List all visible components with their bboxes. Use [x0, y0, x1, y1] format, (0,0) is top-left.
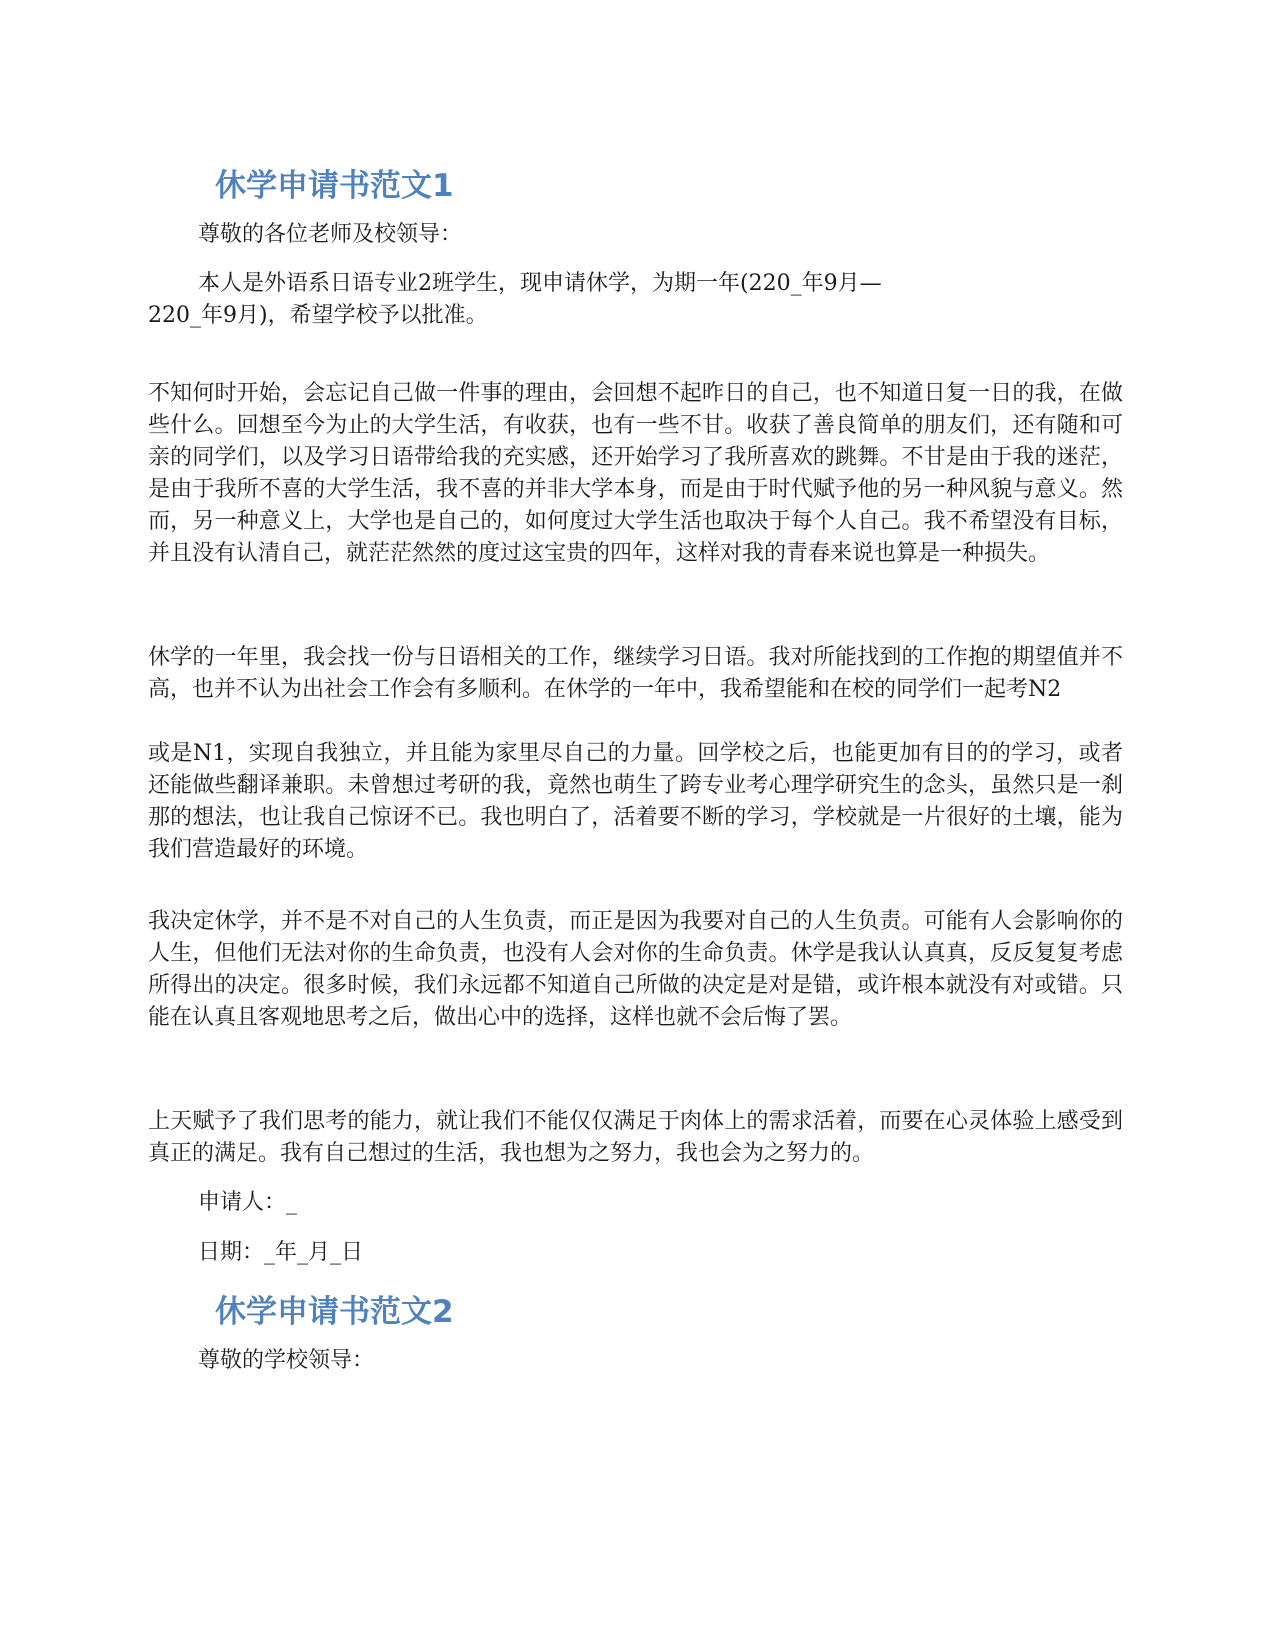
section1-paragraph-1: 不知何时开始，会忘记自己做一件事的理由，会回想不起昨日的自己，也不知道日复一日的我，在做些什么。回想至今为止的大学生活，有收获，也有一些不甘。收获了善良简单的朋友们，还有随和可亲的同学们，以及学习日语带给我的充实感，还开始学习了我所喜欢的跳舞。不甘是由于我的迷茫，是由于我所不喜的大学生活，我不喜的并非大学本身，而是由于时代赋予他的另一种风貌与意义。然而，另一种意义上，大学也是自己的，如何度过大学生活也取决于每个人自己。我不希望没有目标，并且没有认清自己，就茫茫然然的度过这宝贵的四年，这样对我的青春来说也算是一种损失。 [148, 381, 1123, 566]
section1-paragraph-2b: 或是N1，实现自我独立，并且能为家里尽自己的力量。回学校之后，也能更加有目的的学习，或者还能做些翻译兼职。未曾想过考研的我，竟然也萌生了跨专业考心理学研究生的念头，虽然只是一刹那的想法，也让我自己惊讶不已。我也明白了，活着要不断的学习，学校就是一片很好的土壤，能为我们营造最好的环境。 [148, 741, 1123, 862]
section1-paragraph-3: 我决定休学，并不是不对自己的人生负责，而正是因为我要对自己的人生负责。可能有人会影响你的人生，但他们无法对你的生命负责，也没有人会对你的生命负责。休学是我认认真真，反反复复考虑所得出的决定。很多时候，我们永远都不知道自己所做的决定是对是错，或许根本就没有对或错。只能在认真且客观地思考之后，做出心中的选择，这样也就不会后悔了罢。 [148, 909, 1123, 1030]
section2-title: 休学申请书范文2 [215, 1294, 454, 1330]
section1-paragraph-4: 上天赋予了我们思考的能力，就让我们不能仅仅满足于肉体上的需求活着，而要在心灵体验上感受到真正的满足。我有自己想过的生活，我也想为之努力，我也会为之努力的。 [148, 1109, 1123, 1166]
section1-title: 休学申请书范文1 [215, 168, 454, 204]
section1-paragraph-2a: 休学的一年里，我会找一份与日语相关的工作，继续学习日语。我对所能找到的工作抱的期望值并不高，也并不认为出社会工作会有多顺利。在休学的一年中，我希望能和在校的同学们一起考N2 [148, 645, 1123, 702]
section1-intro-line2: 220_年9月)，希望学校予以批准。 [148, 303, 488, 328]
section1-intro-line1: 本人是外语系日语专业2班学生，现申请休学，为期一年(220_年9月— [198, 271, 882, 296]
section2-salutation: 尊敬的学校领导： [198, 1348, 375, 1373]
section1-salutation: 尊敬的各位老师及校领导： [198, 222, 463, 247]
applicant-line: 申请人：_ [198, 1190, 298, 1215]
date-line: 日期：_年_月_日 [198, 1240, 364, 1265]
